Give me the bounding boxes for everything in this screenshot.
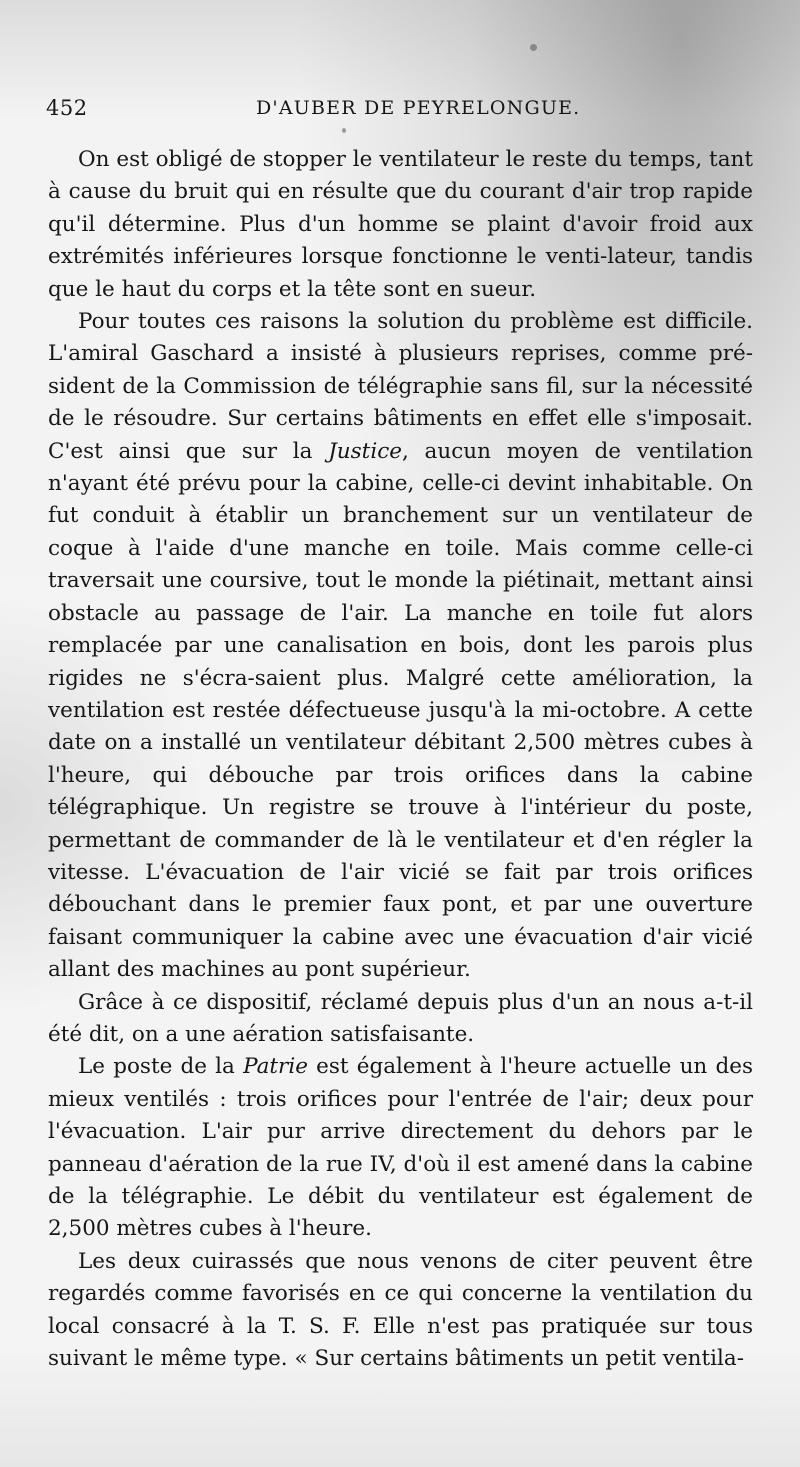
text-run: Pour toutes ces raisons la solution du problème est difficile. L'amiral Gaschard a insisté à plusieurs reprises, comme pré-sident de la Commission de télégraphie sans fil, sur la nécessité de le résoudre. Sur certains bâtiments en effet elle s'imposait. C'est ainsi que sur la [48, 309, 753, 464]
text-run: Les deux cuirassés que nous venons de citer peuvent être regardés comme favorisés en ce qui concerne la ventilation du local consacré à la T. S. F. Elle n'est pas pratiquée sur tous suivant le même type. « Sur certains bâtiments un petit ventila- [48, 1248, 753, 1372]
paragraph [48, 1246, 753, 1376]
italic-ship-name: Justice [328, 438, 402, 464]
ink-spot [342, 128, 346, 133]
text-run: Le poste de la [78, 1054, 244, 1080]
text-run: , aucun moyen de ventilation n'ayant été prévu pour la cabine, celle-ci devint inhabitable. On fut conduit à établir un branchement sur un ventilateur de coque à l'aide d'une manche en toile. Mais comme celle-ci traversait une coursive, tout le monde la piétinait, mettant ainsi obstacle au passage de l'air. La manche en toile fut alors remplacée par une canalisation en bois, dont les parois plus rigides ne s'écra-saient plus. Malgré cette amélioration, la ventilation est restée défectueuse jusqu'à la mi-octobre. A cette date on a installé un ventilateur débitant 2,500 mètres cubes à l'heure, qui débouche par trois orifices dans la cabine télégraphique. Un registre se trouve à l'intérieur du poste, permettant de commander de là le ventilateur et d'en régler la vitesse. L'évacuation de l'air vicié se fait par trois orifices débouchant dans le premier faux pont, et par une ouverture faisant communiquer la cabine avec une évacuation d'air vicié allant des machines au pont supérieur. [48, 438, 753, 983]
body-text [48, 144, 753, 1375]
text-run: Grâce à ce dispositif, réclamé depuis plus d'un an nous a-t-il été dit, on a une aération satisfaisante. [48, 989, 753, 1047]
page-header [46, 96, 756, 126]
running-head: D'AUBER DE PEYRELONGUE. [256, 97, 581, 119]
page-number: 452 [46, 96, 88, 120]
text-run: On est obligé de stopper le ventilateur le reste du temps, tant à cause du bruit qui en résulte que du courant d'air trop rapide qu'il détermine. Plus d'un homme se plaint d'avoir froid aux extrémités inférieures lorsque fonctionne le venti-lateur, tandis que le haut du corps et la tête sont en sueur. [48, 147, 753, 302]
ink-spot [530, 44, 537, 51]
paragraph [48, 1051, 753, 1245]
text-run: est également à l'heure actuelle un des mieux ventilés : trois orifices pour l'entrée de l'air; deux pour l'évacuation. L'air pur arrive directement du dehors par le panneau d'aération de la rue IV, d'où il est amené dans la cabine de la télégraphie. Le débit du ventilateur est également de 2,500 mètres cubes à l'heure. [48, 1054, 753, 1242]
italic-ship-name: Patrie [243, 1054, 308, 1080]
paragraph [48, 306, 753, 987]
paragraph [48, 987, 753, 1052]
paragraph [48, 144, 753, 306]
